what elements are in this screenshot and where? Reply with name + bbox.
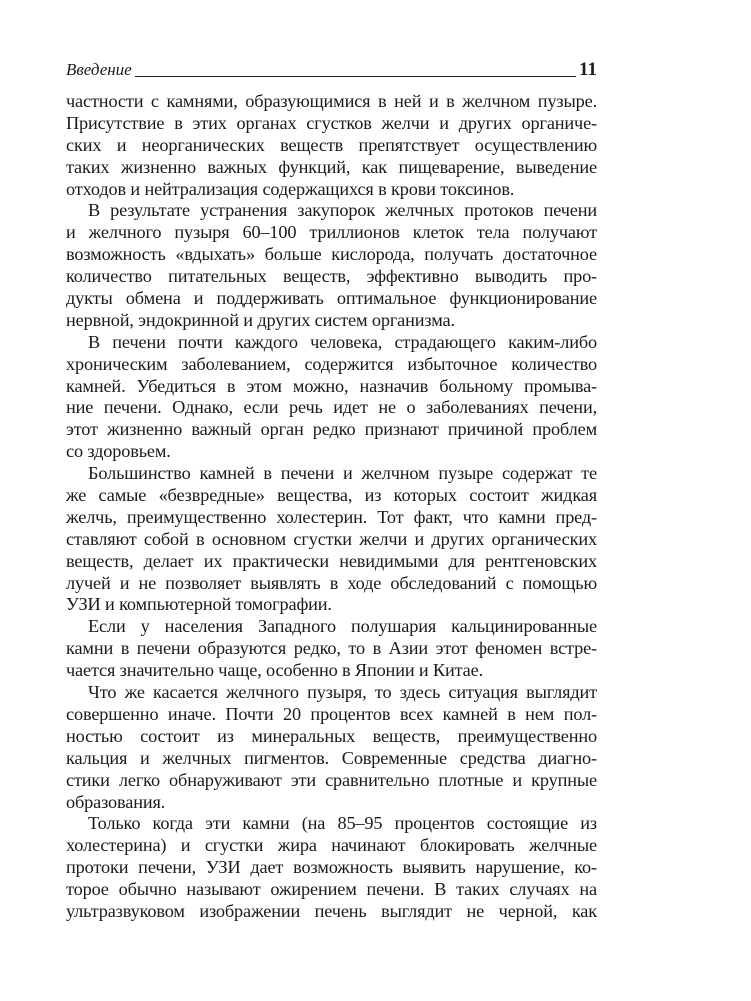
text-line: Если у населения Западного полушария кальцинированные [88,616,597,637]
text-line: камней. Убедиться в этом можно, назначив больному промыва- [66,375,597,396]
text-line: Большинство камней в печени и желчном пузыре содержат те [88,463,597,484]
text-line: лучей и не позволяет выявлять в ходе обследований с помощью [66,572,597,593]
text-line: совершенно иначе. Почти 20 процентов всех камней в нем пол- [66,703,597,724]
text-line: отходов и нейтрализация содержащихся в крови токсинов. [66,178,515,199]
page-number: 11 [579,59,597,80]
text-line: количество питательных веществ, эффективно выводить про- [66,266,597,287]
text-line: Только когда эти камни (на 85–95 процентов состоящие из [88,813,597,834]
text-line: хроническим заболеванием, содержится избыточное количество [66,353,597,374]
text-line: веществ, делает их практически невидимыми для рентгеновских [66,550,597,571]
text-line: частности с камнями, образующимися в ней и в желчном пузыре. [66,91,597,111]
text-line: этот жизненно важный орган редко признают причиной проблем [66,419,597,440]
text-line: нервной, эндокринной и других систем организма. [66,309,455,330]
text-line: камни в печени образуются редко, то в Азии этот феномен встре- [66,638,597,659]
paragraph [66,682,597,813]
text-line: ностью состоит из минеральных веществ, преимущественно [66,725,597,746]
paragraph [66,91,597,200]
text-line: образования. [66,791,166,812]
text-line: желчь, преимущественно холестерин. Тот факт, что камни пред- [66,506,597,527]
text-line: стики легко обнаруживают эти сравнительно плотные и крупные [66,769,597,790]
text-line: В результате устранения закупорок желчных протоков печени [88,200,597,221]
paragraph [66,200,597,331]
page-body [66,91,597,923]
text-line: чается значительно чаще, особенно в Японии и Китае. [66,660,484,681]
running-header [66,56,597,80]
paragraph [66,616,597,682]
text-line: кальция и желчных пигментов. Современные средства диагно- [66,747,597,768]
text-line: В печени почти каждого человека, страдающего каким-либо [88,331,597,352]
text-line: дукты обмена и поддерживать оптимальное функционирование [66,288,597,309]
running-title: Введение [66,60,132,79]
text-line: таких жизненно важных функций, как пищеварение, выведение [66,156,597,177]
text-line: протоки печени, УЗИ дает возможность выявить нарушение, ко- [66,857,597,878]
text-line: Присутствие в этих органах сгустков желчи и других органиче- [66,112,597,133]
text-line: возможность «вдыхать» больше кислорода, получать достаточное [66,244,597,265]
text-line: и желчного пузыря 60–100 триллионов клеток тела получают [66,222,597,243]
paragraph [66,332,597,463]
paragraph [66,813,597,922]
text-line: холестерина) и сгустки жира начинают блокировать желчные [66,835,597,856]
text-line: УЗИ и компьютерной томографии. [66,594,332,615]
text-line: ние печени. Однако, если речь идет не о заболеваниях печени, [66,397,597,418]
text-line: Что же касается желчного пузыря, то здесь ситуация выглядит [88,682,597,703]
text-line: торое обычно называют ожирением печени. В таких случаях на [66,879,597,900]
text-line: же самые «безвредные» вещества, из которых состоит жидкая [66,485,597,506]
text-line: ских и неорганических веществ препятствует осуществлению [66,134,597,155]
text-line: со здоровьем. [66,441,171,462]
text-line: ставляют собой в основном сгустки желчи и других органических [66,528,597,549]
paragraph [66,463,597,616]
header-rule [135,76,576,77]
text-line: ультразвуковом изображении печень выглядит не черной, как [66,900,597,921]
